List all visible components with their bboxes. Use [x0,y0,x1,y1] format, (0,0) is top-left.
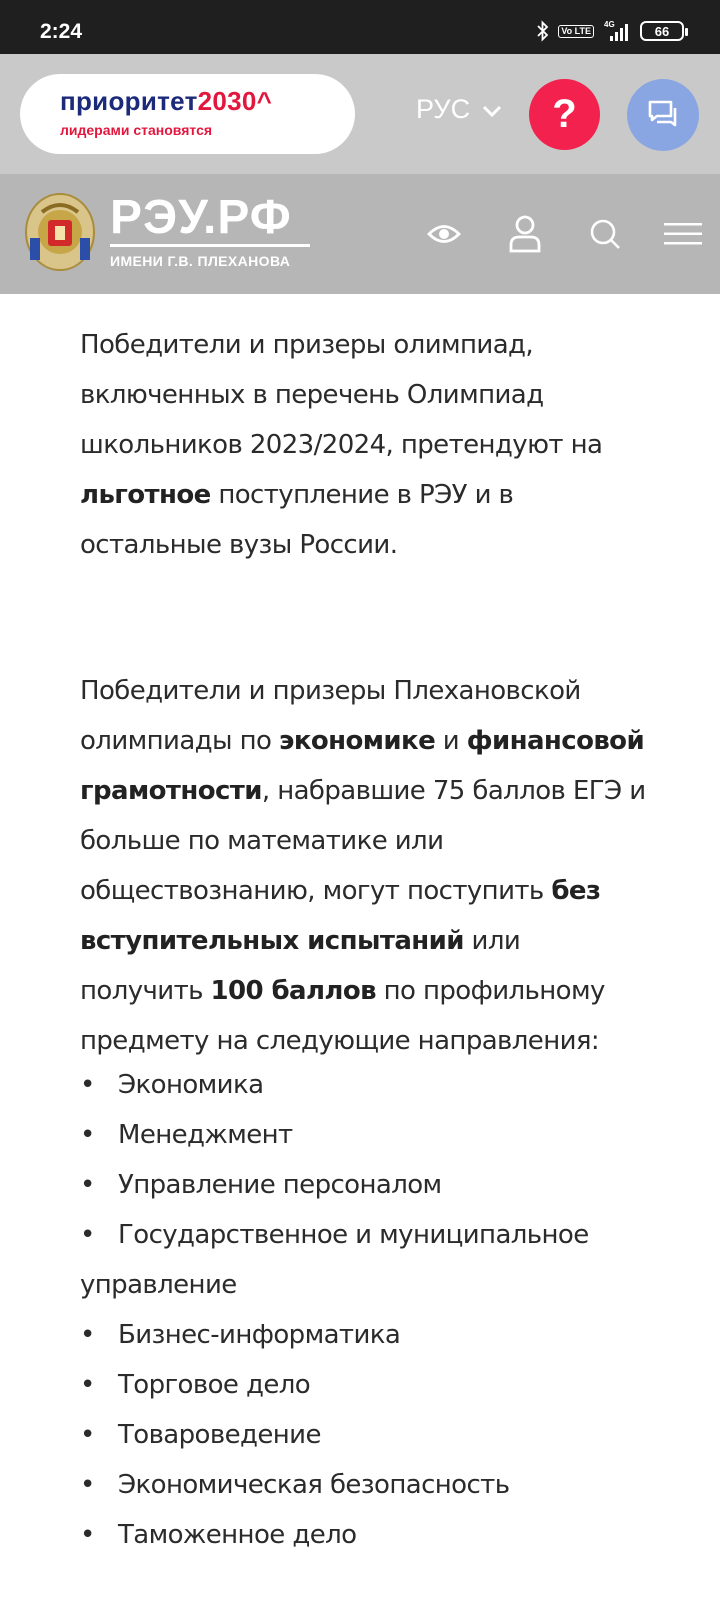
reu-logo-subtitle: ИМЕНИ Г.В. ПЛЕХАНОВА [110,253,291,269]
priority-title-year: 2030^ [197,86,273,116]
priority-subtitle: лидерами становятся [60,122,213,138]
help-button[interactable]: ? [529,79,600,150]
list-item: • Управление персоналом [80,1160,670,1210]
priority-banner [0,54,720,174]
list-item: • Экономическая безопасность [80,1460,670,1510]
directions-list [80,1060,670,1560]
reu-logo[interactable] [110,191,310,269]
chat-icon [647,98,679,132]
chevron-down-icon [482,94,502,125]
priority-title-main: приоритет [60,86,198,116]
status-bar [0,0,720,54]
para2-bold-2: финансовой грамотности [80,726,645,806]
page-content [0,294,720,1600]
eye-icon[interactable] [424,214,464,254]
emblem-logo[interactable] [22,190,98,274]
svg-text:4G: 4G [604,20,615,29]
para2-text-4: или получить [80,926,521,1006]
para2-text-2: и [435,726,467,756]
chat-button[interactable] [627,79,699,151]
search-icon[interactable] [585,214,625,254]
menu-icon[interactable] [660,214,706,254]
olympiad-intro-paragraph [80,320,650,570]
para1-bold-1: льготное [80,480,211,510]
para1-text-1: Победители и призеры олимпиад, включенных в перечень Олимпиад школьников 2023/2024, претендуют на [80,330,603,460]
list-item: • Товароведение [80,1410,670,1460]
battery-indicator: 66 [640,21,684,41]
para2-text-5: по профильному предмету на следующие направления: [80,976,605,1056]
language-switcher[interactable] [416,94,502,125]
status-time: 2:24 [40,20,83,43]
priority-title [60,86,272,117]
user-icon[interactable] [505,214,545,254]
reu-logo-name: РЭУ.РФ [110,194,310,247]
para2-bold-1: экономике [279,726,436,756]
list-item: • Менеджмент [80,1110,670,1160]
para2-text-3: , набравшие 75 баллов ЕГЭ и больше по математике или обществознанию, могут поступить [80,776,646,906]
priority-2030-logo[interactable] [20,74,355,154]
volte-icon: Vo LTE [558,25,594,38]
site-header [0,174,720,294]
para2-bold-3: без вступительных испытаний [80,876,601,956]
language-label: РУС [416,94,471,124]
list-item: • Таможенное дело [80,1510,670,1560]
bluetooth-icon [536,20,550,42]
plekhanov-olympiad-paragraph [80,666,650,1066]
para1-text-2: поступление в РЭУ и в остальные вузы России. [80,480,514,560]
para2-bold-4: 100 баллов [210,976,376,1006]
list-item: • Торговое дело [80,1360,670,1410]
status-icons [536,20,684,42]
signal-icon [602,20,632,42]
list-item: • Экономика [80,1060,670,1110]
list-item: • Государственное и муниципальное управление [80,1210,670,1310]
list-item: • Бизнес-информатика [80,1310,670,1360]
para2-text-1: Победители и призеры Плехановской олимпиады по [80,676,581,756]
